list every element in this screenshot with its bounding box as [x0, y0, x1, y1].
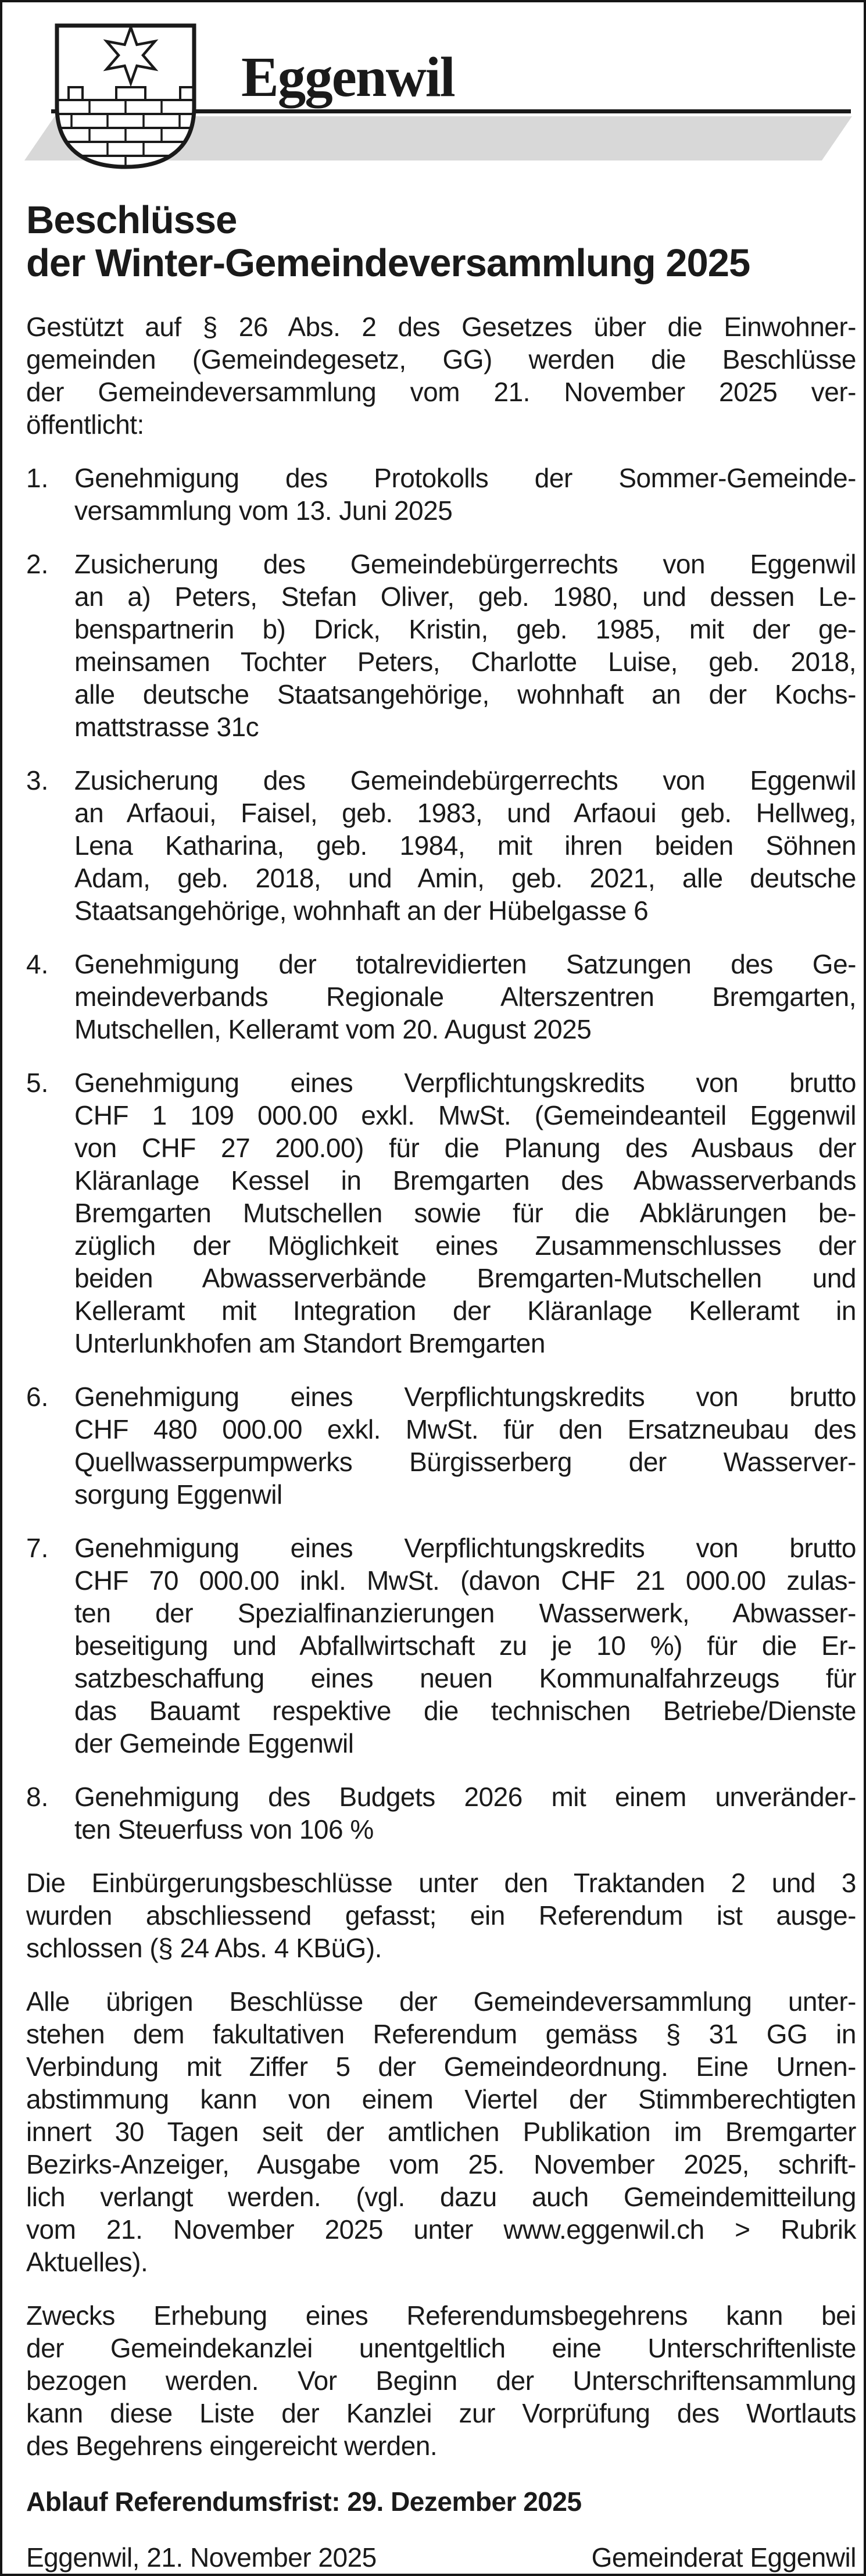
text-line: lich verlangt werden. (vgl. dazu auch Gemeindemitteilung: [26, 2182, 856, 2212]
list-item: [26, 948, 856, 1046]
intro-paragraph: [26, 311, 856, 441]
text-line: Adam, geb. 2018, und Amin, geb. 2021, alle deutsche: [74, 863, 856, 893]
item-number: 1.: [26, 463, 49, 493]
text-line: Alle übrigen Beschlüsse der Gemeindeversammlung unter-: [26, 1986, 856, 2017]
text-line: Bezirks-Anzeiger, Ausgabe vom 25. November 2025, schrift-: [26, 2149, 856, 2179]
item-number: 6.: [26, 1382, 49, 1412]
text-line: vom 21. November 2025 unter www.eggenwil.ch > Rubrik: [26, 2214, 856, 2245]
text-line: Kläranlage Kessel in Bremgarten des Abwasserverbands: [74, 1165, 856, 1196]
item-number: 3.: [26, 765, 49, 795]
text-line: Lena Katharina, geb. 1984, mit ihren beiden Söhnen: [74, 830, 856, 861]
text-line: Aktuelles).: [26, 2247, 148, 2277]
text-line: ten der Spezialfinanzierungen Wasserwerk, Abwasser-: [74, 1598, 856, 1628]
text-line: der Gemeinde Eggenwil: [74, 1728, 354, 1758]
text-line: versammlung vom 13. Juni 2025: [74, 495, 453, 526]
text-line: das Bauamt respektive die technischen Betriebe/Dienste: [74, 1696, 856, 1726]
text-line: innert 30 Tagen seit der amtlichen Publikation im Bremgarter: [26, 2117, 856, 2147]
text-line: ten Steuerfuss von 106 %: [74, 1814, 374, 1844]
text-line: Genehmigung eines Verpflichtungskredits von brutto: [74, 1382, 856, 1412]
text-line: satzbeschaffung eines neuen Kommunalfahrzeugs für: [74, 1663, 856, 1693]
text-line: gemeinden (Gemeindegesetz, GG) werden die Beschlüsse: [26, 344, 856, 374]
page-title-line1: Beschlüsse: [26, 198, 237, 242]
text-line: des Begehrens eingereicht werden.: [26, 2431, 438, 2461]
text-line: der Gemeindekanzlei unentgeltlich eine Unterschriftenliste: [26, 2333, 856, 2363]
header: [2, 2, 864, 177]
text-line: stehen dem fakultativen Referendum gemäss § 31 GG in: [26, 2019, 856, 2049]
text-line: züglich der Möglichkeit eines Zusammenschlusses der: [74, 1230, 856, 1261]
list-item: [26, 1380, 856, 1511]
list-item: [26, 548, 856, 743]
item-number: 7.: [26, 1533, 49, 1563]
text-line: CHF 70 000.00 inkl. MwSt. (davon CHF 21 000.00 zulas-: [74, 1565, 856, 1596]
item-text: [74, 548, 856, 743]
referendum-deadline: Ablauf Referendumsfrist: 29. Dezember 2025: [26, 2486, 582, 2517]
text-line: Genehmigung des Budgets 2026 mit einem unveränder-: [74, 1782, 856, 1812]
text-line: an a) Peters, Stefan Oliver, geb. 1980, und dessen Le-: [74, 581, 856, 612]
paragraph: [26, 1985, 856, 2278]
item-text: [74, 764, 856, 927]
text-line: Verbindung mit Ziffer 5 der Gemeindeordnung. Eine Urnen-: [26, 2051, 856, 2082]
municipality-name: Eggenwil: [241, 46, 455, 108]
item-text: [74, 1781, 856, 1846]
page-title: [26, 199, 856, 285]
text-line: meinsamen Tochter Peters, Charlotte Luise, geb. 2018,: [74, 647, 856, 677]
list-item: [26, 462, 856, 527]
list-item: [26, 764, 856, 927]
item-number: 4.: [26, 949, 49, 979]
text-line: von CHF 27 200.00) für die Planung des Ausbaus der: [74, 1133, 856, 1163]
text-line: schlossen (§ 24 Abs. 4 KBüG).: [26, 1933, 382, 1963]
text-line: meindeverbands Regionale Alterszentren Bremgarten,: [74, 982, 856, 1012]
text-line: Gestützt auf § 26 Abs. 2 des Gesetzes über die Einwohner-: [26, 312, 856, 342]
text-line: öffentlicht:: [26, 409, 144, 440]
text-line: Zwecks Erhebung eines Referendumsbegehrens kann bei: [26, 2300, 856, 2331]
text-line: Zusicherung des Gemeindebürgerrechts von Eggenwil: [74, 765, 856, 795]
list-item: [26, 1781, 856, 1846]
text-line: wurden abschliessend gefasst; ein Referendum ist ausge-: [26, 1900, 856, 1931]
text-line: an Arfaoui, Faisel, geb. 1983, und Arfaoui geb. Hellweg,: [74, 798, 856, 828]
main-content: [2, 199, 864, 2574]
text-line: Genehmigung eines Verpflichtungskredits von brutto: [74, 1533, 856, 1563]
list-item: [26, 1066, 856, 1360]
text-line: Genehmigung der totalrevidierten Satzungen des Ge-: [74, 949, 856, 979]
item-text: [74, 462, 856, 527]
text-line: Genehmigung des Protokolls der Sommer-Gemeinde-: [74, 463, 856, 493]
paragraph: [26, 2299, 856, 2462]
place-and-date: Eggenwil, 21. November 2025: [26, 2542, 377, 2573]
footer: [26, 2541, 856, 2574]
text-line: Zusicherung des Gemeindebürgerrechts von Eggenwil: [74, 549, 856, 579]
item-text: [74, 1532, 856, 1760]
signature: Gemeinderat Eggenwil: [591, 2542, 856, 2573]
text-line: beseitigung und Abfallwirtschaft zu je 10 %) für die Er-: [74, 1630, 856, 1661]
paragraph: [26, 1867, 856, 1964]
decision-list: [26, 462, 856, 1846]
text-line: bezogen werden. Vor Beginn der Unterschriftensammlung: [26, 2366, 856, 2396]
text-line: benspartnerin b) Drick, Kristin, geb. 1985, mit der ge-: [74, 614, 856, 644]
text-line: sorgung Eggenwil: [74, 1479, 282, 1510]
text-line: Staatsangehörige, wohnhaft an der Hübelgasse 6: [74, 895, 649, 926]
item-number: 8.: [26, 1782, 49, 1812]
text-line: Mutschellen, Kelleramt vom 20. August 2025: [74, 1014, 592, 1044]
item-text: [74, 1380, 856, 1511]
item-number: 5.: [26, 1068, 49, 1098]
closing-paragraphs: [26, 1867, 856, 2462]
text-line: abstimmung kann von einem Viertel der Stimmberechtigten: [26, 2084, 856, 2114]
text-line: Genehmigung eines Verpflichtungskredits von brutto: [74, 1068, 856, 1098]
eggenwil-coat-of-arms-icon: [52, 21, 199, 172]
page-title-line2: der Winter-Gemeindeversammlung 2025: [26, 241, 750, 285]
text-line: Kelleramt mit Integration der Kläranlage Kelleramt in: [74, 1296, 856, 1326]
item-number: 2.: [26, 549, 49, 579]
text-line: kann diese Liste der Kanzlei zur Vorprüfung des Wortlauts: [26, 2398, 856, 2428]
text-line: beiden Abwasserverbände Bremgarten-Mutschellen und: [74, 1263, 856, 1293]
list-item: [26, 1532, 856, 1760]
text-line: Bremgarten Mutschellen sowie für die Abklärungen be-: [74, 1198, 856, 1228]
item-text: [74, 948, 856, 1046]
text-line: der Gemeindeversammlung vom 21. November 2025 ver-: [26, 377, 856, 407]
item-text: [74, 1066, 856, 1360]
text-line: alle deutsche Staatsangehörige, wohnhaft an der Kochs-: [74, 679, 856, 709]
text-line: Quellwasserpumpwerks Bürgisserberg der Wasserver-: [74, 1447, 856, 1477]
text-line: mattstrasse 31c: [74, 712, 259, 742]
text-line: CHF 480 000.00 exkl. MwSt. für den Ersatzneubau des: [74, 1414, 856, 1444]
text-line: Die Einbürgerungsbeschlüsse unter den Traktanden 2 und 3: [26, 1868, 856, 1898]
text-line: CHF 1 109 000.00 exkl. MwSt. (Gemeindeanteil Eggenwil: [74, 1100, 856, 1130]
text-line: Unterlunkhofen am Standort Bremgarten: [74, 1328, 545, 1358]
